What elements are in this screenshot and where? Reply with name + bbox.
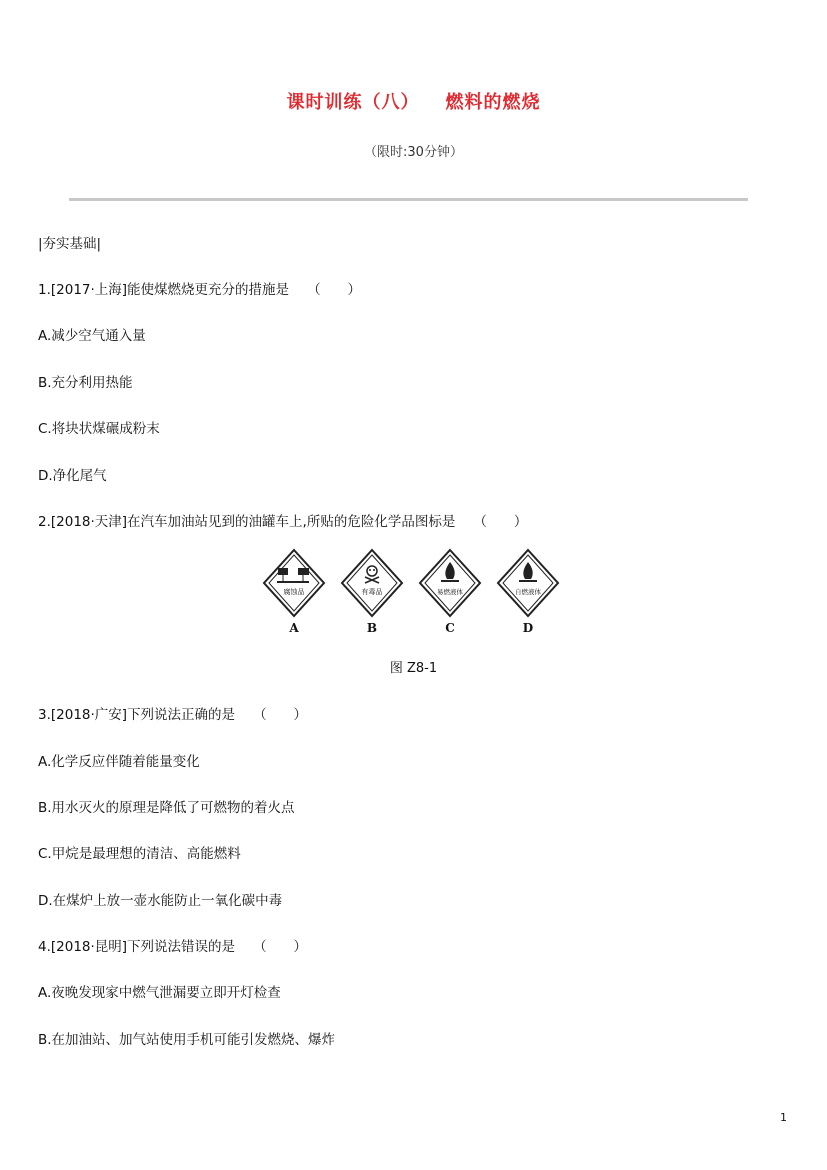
page-title bbox=[0, 88, 827, 114]
symbol-letter: D bbox=[522, 621, 534, 635]
q1-option-d: D.净化尾气 bbox=[38, 468, 107, 484]
q3-option-d: D.在煤炉上放一壶水能防止一氧化碳中毒 bbox=[38, 893, 283, 909]
q3-option-b: B.用水灭火的原理是降低了可燃物的着火点 bbox=[38, 800, 295, 816]
question-3 bbox=[38, 703, 307, 723]
title-lesson: 课时训练（八） bbox=[286, 92, 420, 113]
symbol-letter: C bbox=[445, 621, 455, 635]
question-4-stem: 4.[2018·昆明]下列说法错误的是 bbox=[38, 939, 236, 955]
time-limit: （限时:30分钟） bbox=[364, 145, 463, 160]
answer-blank: （ ） bbox=[473, 514, 528, 530]
hazard-symbols-figure bbox=[262, 548, 562, 638]
question-2-stem: 2.[2018·天津]在汽车加油站见到的油罐车上,所贴的危险化学品图标是 bbox=[38, 514, 456, 530]
title-topic: 燃料的燃烧 bbox=[445, 92, 541, 113]
question-2 bbox=[38, 510, 527, 530]
question-3-stem: 3.[2018·广安]下列说法正确的是 bbox=[38, 707, 236, 723]
symbol-letter: A bbox=[289, 621, 299, 635]
q3-option-c: C.甲烷是最理想的清洁、高能燃料 bbox=[38, 846, 241, 862]
question-1 bbox=[38, 278, 361, 298]
q1-option-c: C.将块状煤碾成粉末 bbox=[38, 421, 160, 437]
q1-option-a: A.减少空气通入量 bbox=[38, 328, 146, 344]
q4-option-b: B.在加油站、加气站使用手机可能引发燃烧、爆炸 bbox=[38, 1032, 336, 1048]
q1-option-b: B.充分利用热能 bbox=[38, 375, 133, 391]
q4-option-a: A.夜晚发现家中燃气泄漏要立即开灯检查 bbox=[38, 985, 281, 1001]
page-number: 1 bbox=[780, 1111, 787, 1124]
answer-blank: （ ） bbox=[253, 939, 308, 955]
answer-blank: （ ） bbox=[253, 707, 308, 723]
svg-text:易燃液体: 易燃液体 bbox=[437, 588, 463, 596]
svg-text:腐蚀品: 腐蚀品 bbox=[283, 588, 305, 596]
question-4 bbox=[38, 935, 307, 955]
question-1-stem: 1.[2017·上海]能使煤燃烧更充分的措施是 bbox=[38, 282, 290, 298]
section-label: |夯实基础| bbox=[38, 236, 102, 252]
hazard-symbol-c bbox=[418, 548, 482, 638]
hazard-symbol-b bbox=[340, 548, 404, 638]
hazard-symbol-a bbox=[262, 548, 326, 638]
q3-option-a: A.化学反应伴随着能量变化 bbox=[38, 754, 200, 770]
header-divider bbox=[69, 198, 748, 201]
svg-text:自燃液体: 自燃液体 bbox=[515, 588, 541, 596]
answer-blank: （ ） bbox=[307, 282, 362, 298]
symbol-letter: B bbox=[366, 621, 378, 635]
figure-caption: 图 Z8-1 bbox=[389, 661, 438, 676]
hazard-symbol-d bbox=[496, 548, 560, 638]
svg-text:有毒品: 有毒品 bbox=[361, 588, 383, 596]
